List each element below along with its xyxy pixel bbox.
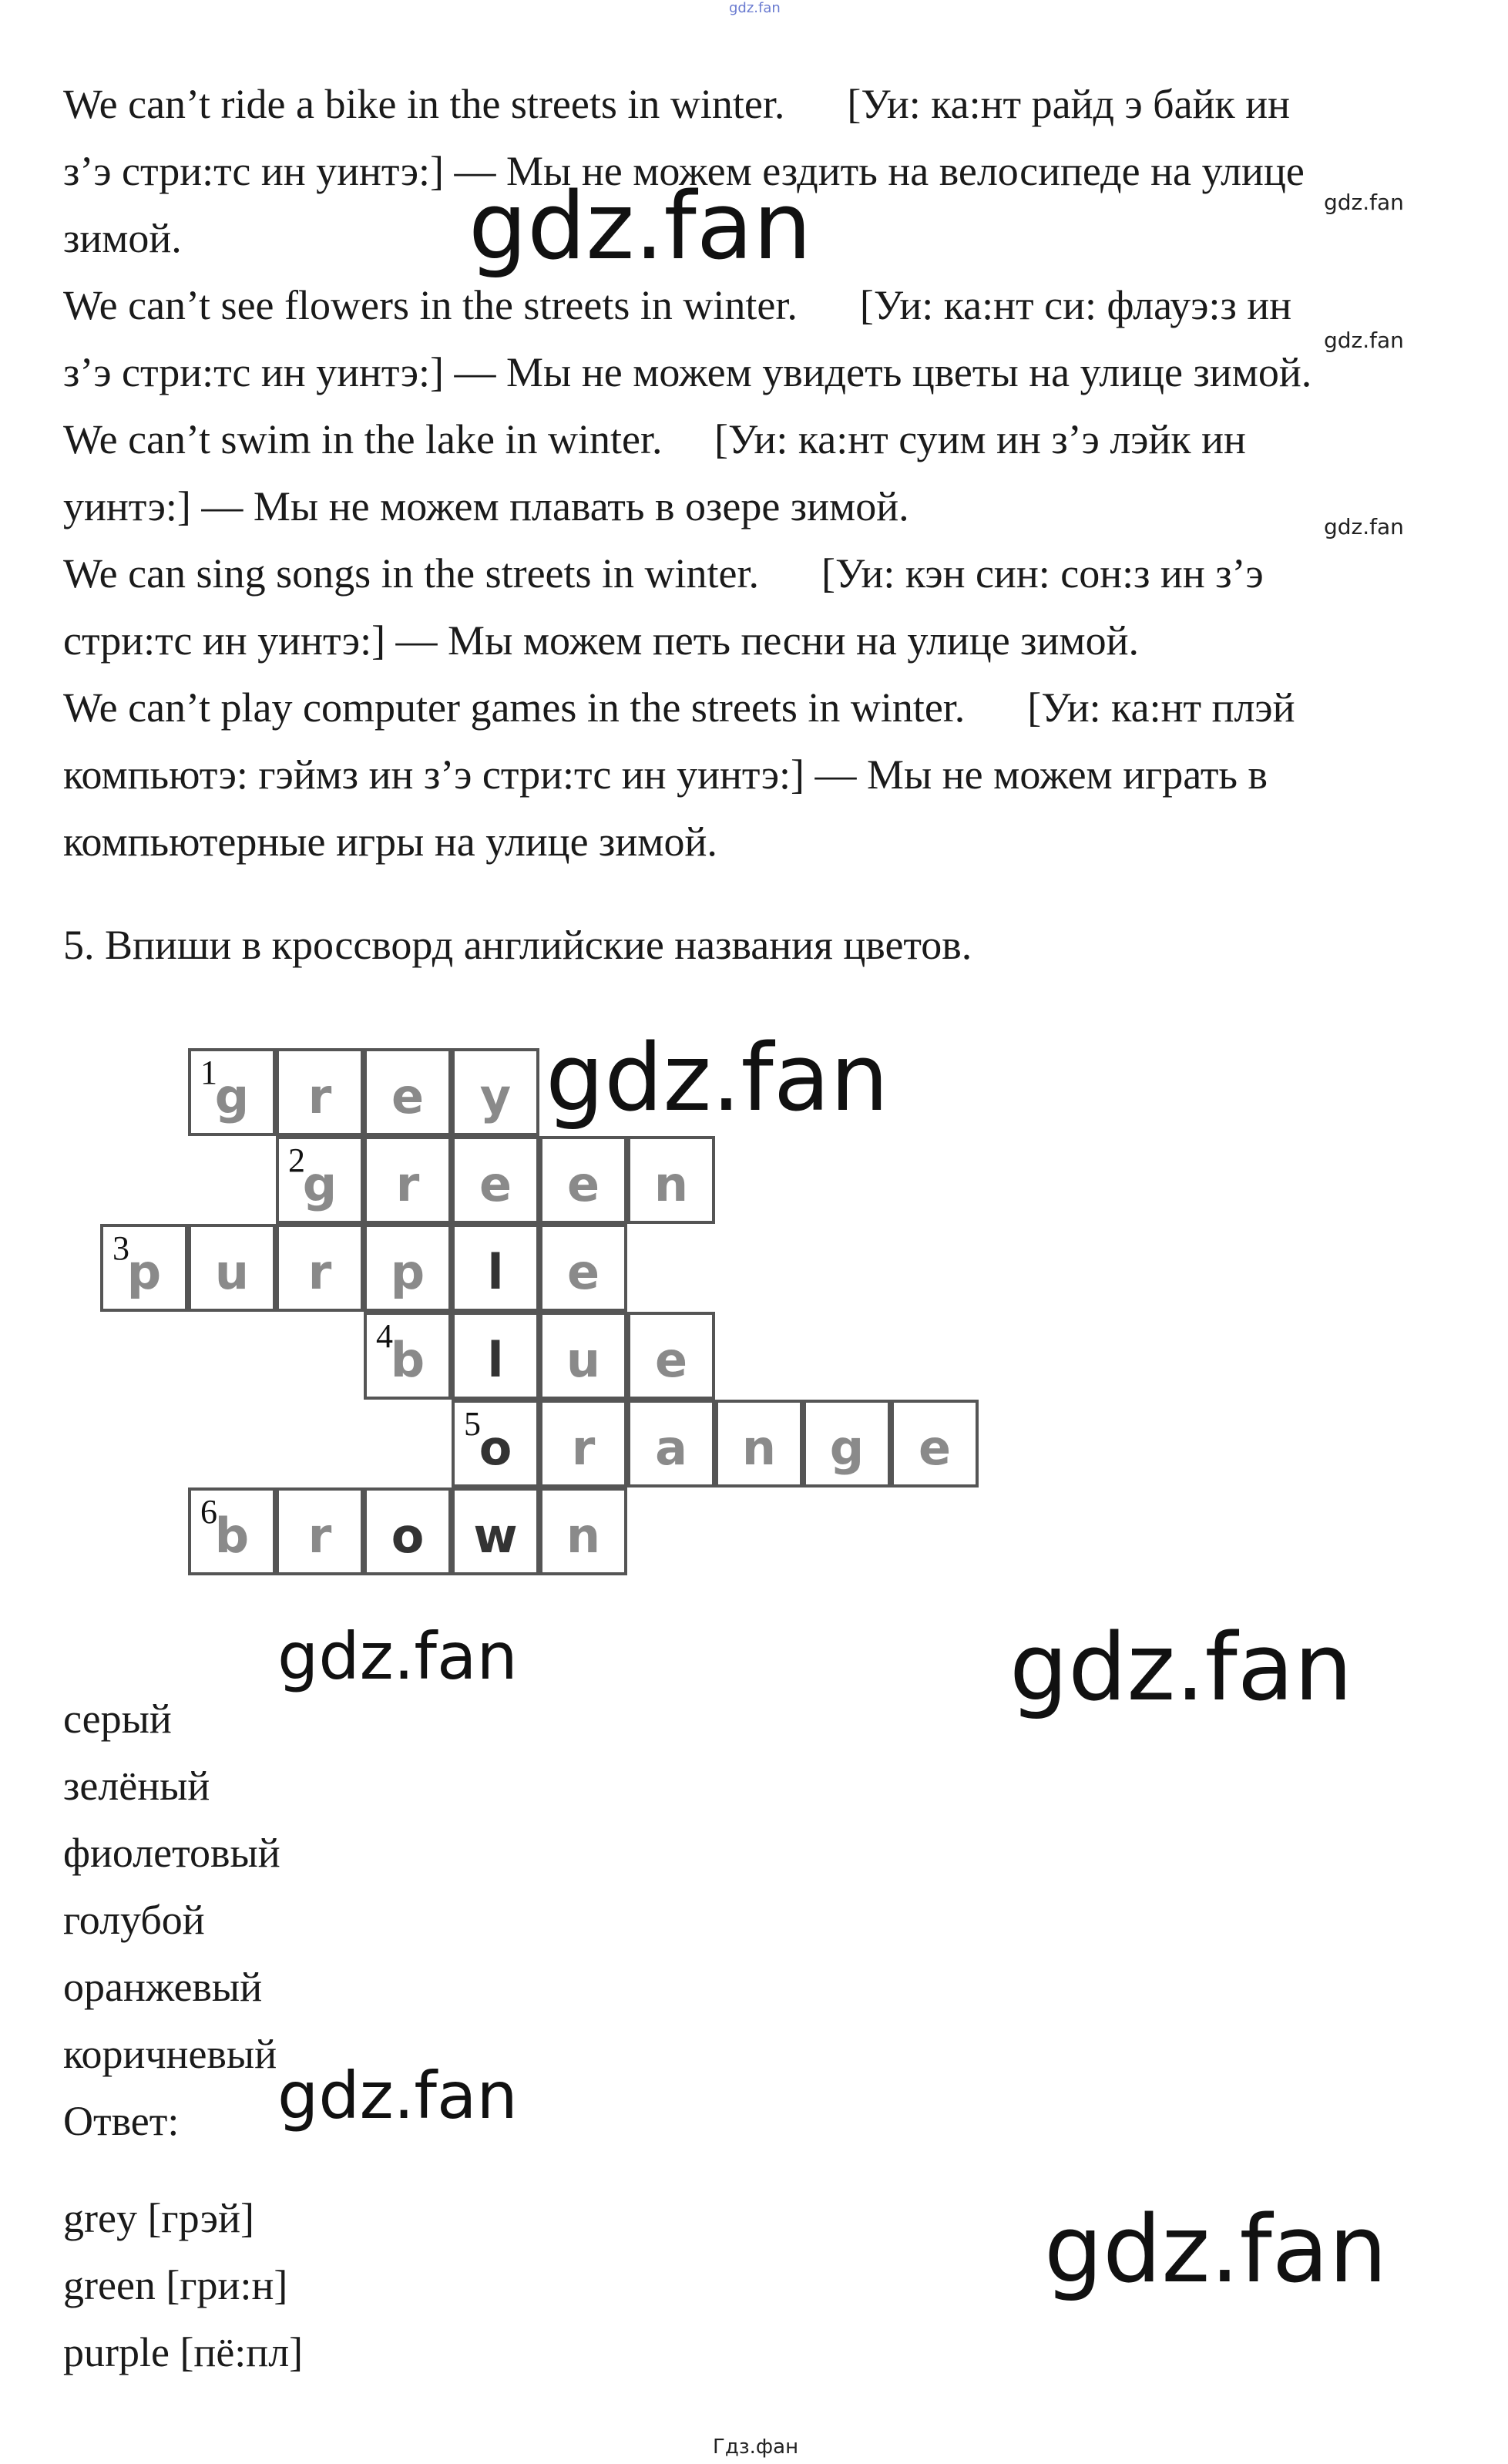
intro-paragraph-4 [63,540,1450,674]
crossword-letter: e [391,1068,425,1124]
task-title: 5. Впиши в кроссворд английские названия цветов. [63,922,972,968]
crossword-cell [627,1400,715,1487]
watermark: gdz.fan [1324,514,1404,540]
crossword-letter: n [741,1420,777,1476]
text-line: We can sing songs in the streets in winter. [Уи: кэн син: сон:з ин з’э [63,550,1264,597]
intro-paragraph-3 [63,406,1450,540]
crossword-cell [276,1224,364,1312]
footer-watermark: Гдз.фан [713,2435,799,2459]
crossword-cell [715,1400,803,1487]
text-line: компьютерные игры на улице зимой. [63,819,717,865]
answer-green: green [гри:н] [63,2262,288,2308]
answer-label: Ответ: [63,2098,180,2144]
crossword-letter: g [302,1156,338,1212]
crossword-cell [539,1487,627,1575]
text-line: з’э стри:тс ин уинтэ:] — Мы не можем увидеть цветы на улице зимой. [63,349,1312,395]
crossword-letter: b [214,1508,250,1564]
crossword-clue-number: 1 [200,1054,217,1091]
crossword-cell [364,1487,452,1575]
crossword-letter: w [473,1508,518,1564]
crossword-clue-number: 2 [288,1141,305,1179]
crossword-cell [452,1487,539,1575]
crossword-letter: p [390,1244,425,1300]
crossword-cell [276,1048,364,1136]
crossword-letter: r [307,1244,332,1300]
watermark: gdz.fan [1324,328,1404,353]
crossword-cell [276,1487,364,1575]
crossword-cell [364,1312,452,1400]
color-ru-purple: фиолетовый [63,1830,280,1876]
crossword-letter: o [479,1420,512,1476]
answer-grey: grey [грэй] [63,2195,254,2241]
crossword-letter: r [307,1508,332,1564]
crossword-clue-number: 6 [200,1493,217,1531]
crossword-cell [188,1048,276,1136]
crossword-cell [627,1312,715,1400]
crossword-letter: e [918,1420,952,1476]
crossword-cell [539,1312,627,1400]
crossword-letter: o [391,1508,425,1564]
answer-purple: purple [пё:пл] [63,2329,304,2375]
watermark: gdz.fan [277,2058,518,2133]
crossword-letter: b [390,1332,425,1388]
crossword-cell [452,1136,539,1224]
crossword-letter: n [653,1156,689,1212]
crossword-letter: g [829,1420,865,1476]
crossword-letter: l [487,1244,504,1300]
crossword-cell [452,1048,539,1136]
text-line: з’э стри:тс ин уинтэ:] — Мы не можем ездить на велосипеде на улице [63,148,1305,194]
crossword-cell [276,1136,364,1224]
crossword-cell [188,1224,276,1312]
crossword-cell [452,1224,539,1312]
crossword-clue-number: 3 [113,1229,129,1267]
crossword-clue-number: 5 [464,1405,481,1443]
crossword-letter: y [479,1068,512,1124]
crossword-cell [188,1487,276,1575]
crossword-clue-number: 4 [376,1317,393,1355]
top-watermark: gdz.fan [729,0,781,16]
intro-paragraph-2 [63,272,1450,406]
text-line: We can’t play computer games in the streets in winter. [Уи: ка:нт плэй [63,684,1295,731]
crossword-letter: r [307,1068,332,1124]
crossword-cell [364,1224,452,1312]
watermark: gdz.fan [1009,1615,1353,1722]
watermark: gdz.fan [277,1619,518,1694]
crossword-letter: p [126,1244,162,1300]
crossword-cell [539,1136,627,1224]
text-line: зимой. [63,215,182,261]
color-ru-blue: голубой [63,1897,205,1943]
watermark: gdz.fan [1044,2197,1388,2304]
crossword-letter: g [214,1068,250,1124]
crossword-letter: e [566,1244,600,1300]
crossword-letter: u [566,1332,601,1388]
text-line: стри:тс ин уинтэ:] — Мы можем петь песни на улице зимой. [63,617,1139,664]
crossword-letter: e [654,1332,688,1388]
crossword-cell [452,1400,539,1487]
watermark: gdz.fan [1324,190,1404,215]
crossword-cell [891,1400,979,1487]
crossword-letter: e [479,1156,512,1212]
text-line: We can’t swim in the lake in winter. [Уи: ка:нт суим ин з’э лэйк ин [63,416,1246,462]
color-ru-brown: коричневый [63,2031,277,2077]
crossword-cell [364,1136,452,1224]
crossword-cell [803,1400,891,1487]
crossword-letter: l [487,1332,504,1388]
crossword-letter: r [571,1420,596,1476]
text-line: We can’t see flowers in the streets in winter. [Уи: ка:нт си: флауэ:з ин [63,282,1292,328]
crossword-cell [100,1224,188,1312]
color-ru-orange: оранжевый [63,1964,263,2010]
text-line: компьютэ: гэймз ин з’э стри:тс ин уинтэ:] — Мы не можем играть в [63,751,1268,798]
crossword-cell [364,1048,452,1136]
crossword-cell [452,1312,539,1400]
crossword-letter: e [566,1156,600,1212]
crossword-letter: u [214,1244,250,1300]
intro-paragraph-5 [63,674,1450,876]
color-ru-green: зелёный [63,1763,210,1809]
crossword-cell [539,1400,627,1487]
crossword-letter: r [395,1156,420,1212]
crossword-cell [627,1136,715,1224]
crossword-letter: a [655,1420,687,1476]
watermark: gdz.fan [469,173,812,281]
text-line: уинтэ:] — Мы не можем плавать в озере зимой. [63,483,909,529]
text-line: We can’t ride a bike in the streets in winter. [Уи: ка:нт райд э байк ин [63,81,1290,127]
crossword-cell [539,1224,627,1312]
crossword-letter: n [566,1508,601,1564]
watermark: gdz.fan [546,1025,889,1132]
color-ru-grey: серый [63,1696,172,1742]
